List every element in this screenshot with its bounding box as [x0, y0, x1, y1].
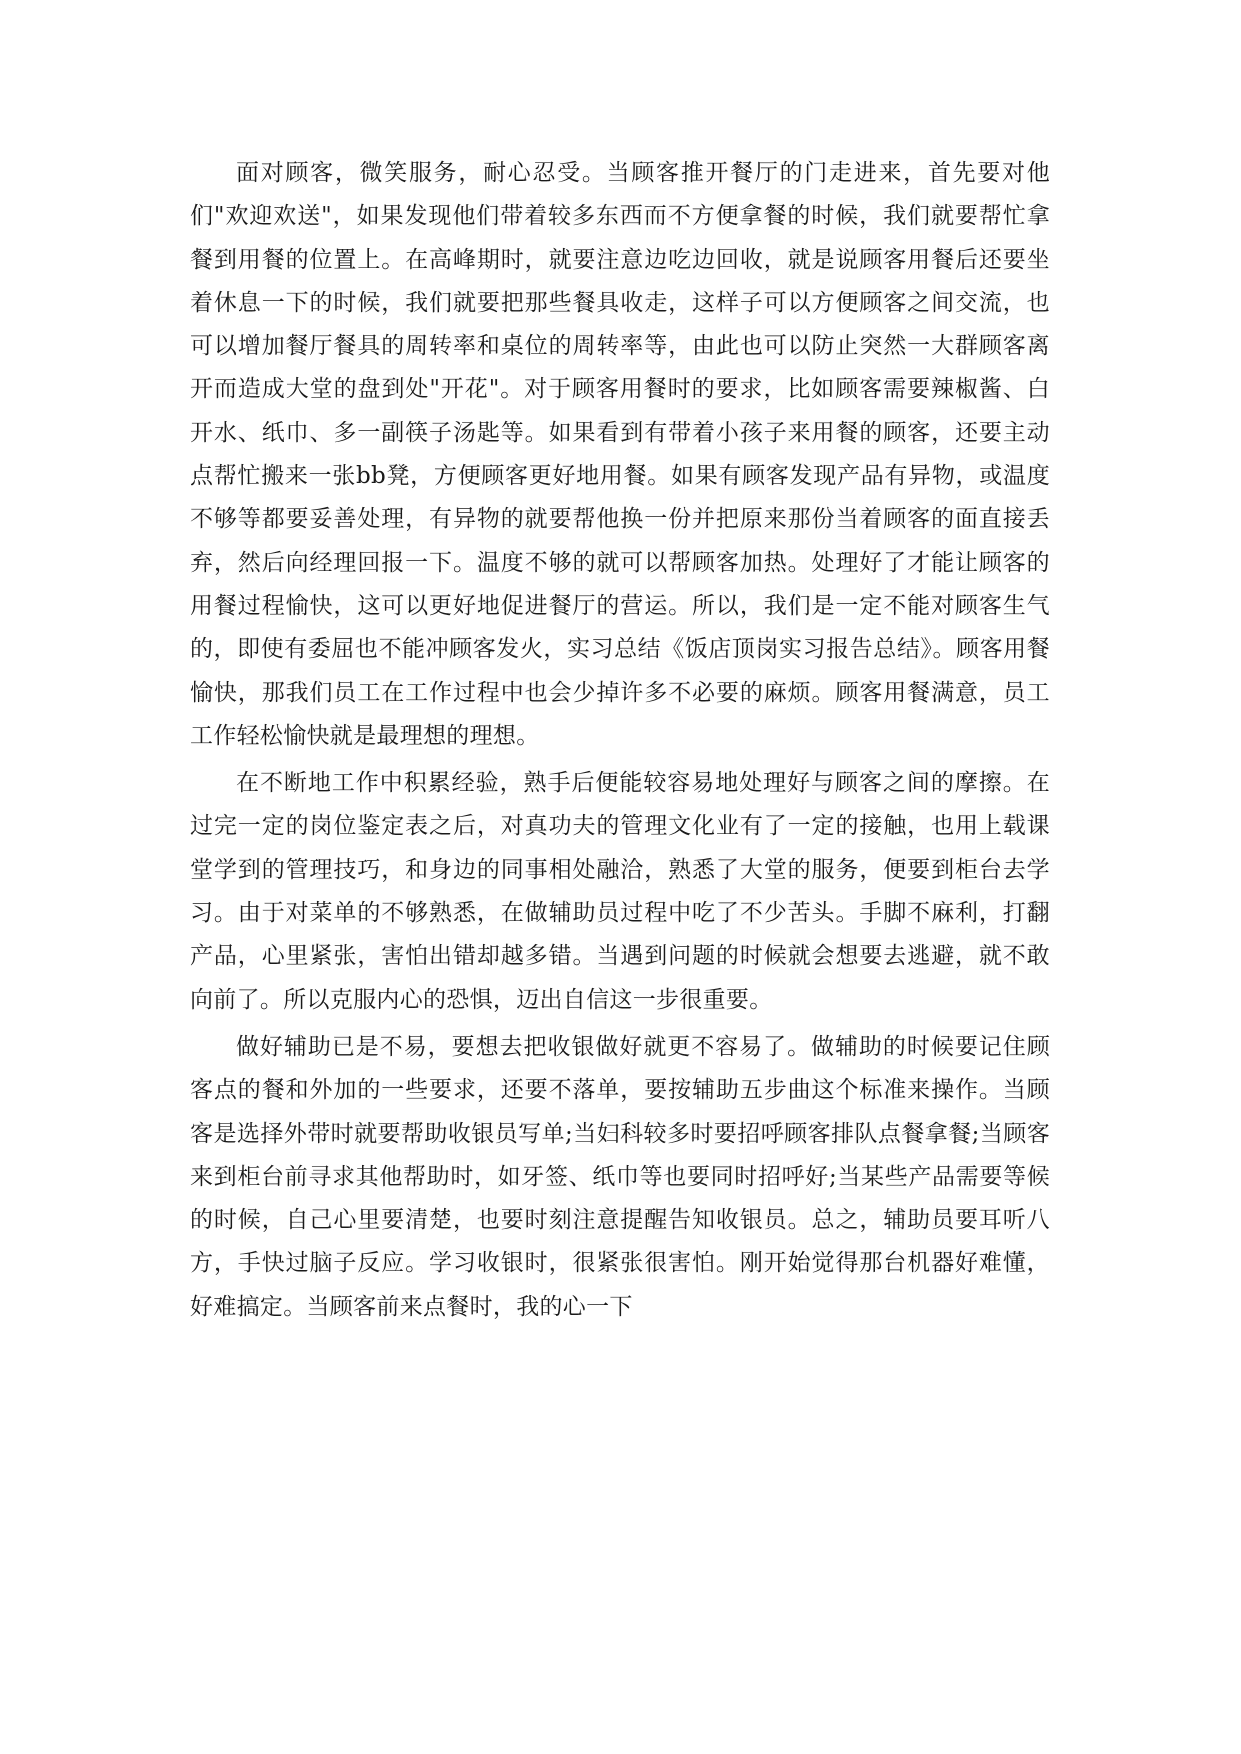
paragraph-1: 面对顾客，微笑服务，耐心忍受。当顾客推开餐厅的门走进来，首先要对他们"欢迎欢送"，如果发现他们带着较多东西而不方便拿餐的时候，我们就要帮忙拿餐到用餐的位置上。在高峰期时，就要注意边吃边回收，就是说顾客用餐后还要坐着休息一下的时候，我们就要把那些餐具收走，这样子可以方便顾客之间交流，也可以增加餐厅餐具的周转率和桌位的周转率等，由此也可以防止突然一大群顾客离开而造成大堂的盘到处"开花"。对于顾客用餐时的要求，比如顾客需要辣椒酱、白开水、纸巾、多一副筷子汤匙等。如果看到有带着小孩子来用餐的顾客，还要主动点帮忙搬来一张bb凳，方便顾客更好地用餐。如果有顾客发现产品有异物，或温度不够等都要妥善处理，有异物的就要帮他换一份并把原来那份当着顾客的面直接丢弃，然后向经理回报一下。温度不够的就可以帮顾客加热。处理好了才能让顾客的用餐过程愉快，这可以更好地促进餐厅的营运。所以，我们是一定不能对顾客生气的，即使有委屈也不能冲顾客发火，实习总结《饭店顶岗实习报告总结》。顾客用餐愉快，那我们员工在工作过程中也会少掉许多不必要的麻烦。顾客用餐满意，员工工作轻松愉快就是最理想的理想。 — [190, 160, 1050, 749]
paragraph-3: 做好辅助已是不易，要想去把收银做好就更不容易了。做辅助的时候要记住顾客点的餐和外加的一些要求，还要不落单，要按辅助五步曲这个标准来操作。当顾客是选择外带时就要帮助收银员写单;当妇科较多时要招呼顾客排队点餐拿餐;当顾客来到柜台前寻求其他帮助时，如牙签、纸巾等也要同时招呼好;当某些产品需要等候的时候，自己心里要清楚，也要时刻注意提醒告知收银员。总之，辅助员要耳听八方，手快过脑子反应。学习收银时，很紧张很害怕。刚开始觉得那台机器好难懂，好难搞定。当顾客前来点餐时，我的心一下 — [190, 1033, 1050, 1320]
document-body — [190, 152, 1050, 1329]
paragraph-2: 在不断地工作中积累经验，熟手后便能较容易地处理好与顾客之间的摩擦。在过完一定的岗位鉴定表之后，对真功夫的管理文化业有了一定的接触，也用上载课堂学到的管理技巧，和身边的同事相处融洽，熟悉了大堂的服务，便要到柜台去学习。由于对菜单的不够熟悉，在做辅助员过程中吃了不少苦头。手脚不麻利，打翻产品，心里紧张，害怕出错却越多错。当遇到问题的时候就会想要去逃避，就不敢向前了。所以克服内心的恐惧，迈出自信这一步很重要。 — [190, 770, 1050, 1013]
